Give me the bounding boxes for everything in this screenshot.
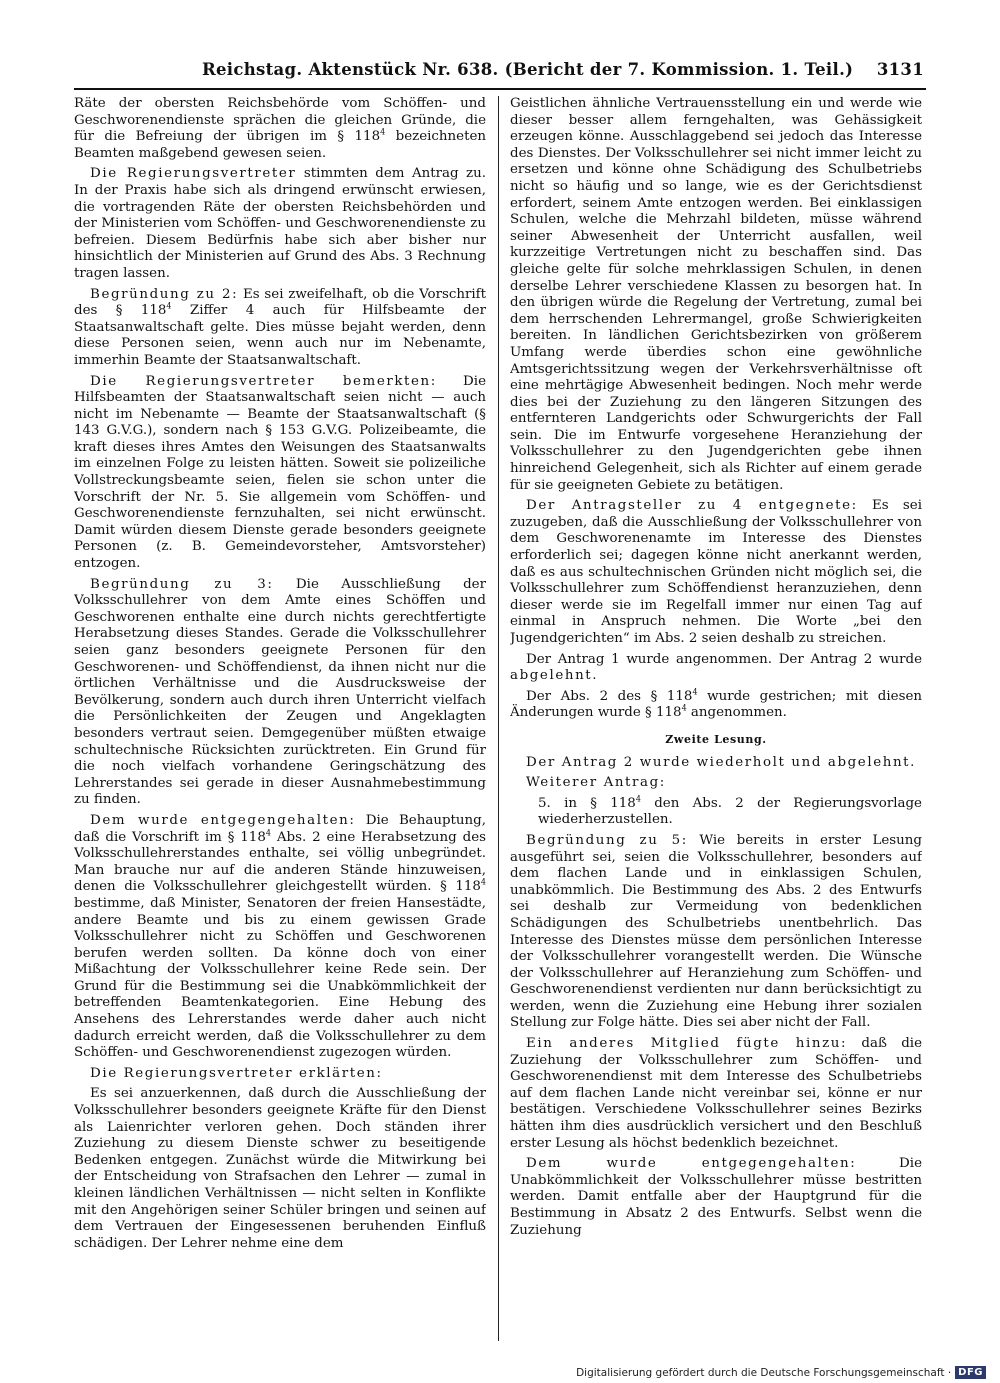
paragraph: Begründung zu 3: Die Ausschließung der Volksschullehrer von dem Amte eines Schöffen und Geschworenen enthalte eine durch nichts gerechtfertigte Herabsetzung dieses Standes. Gerade die Volksschullehrer seien ganz besonders geeignete Personen für den Geschworenen- und Schöffendienst, da ihnen nicht nur die örtlichen Verhältnisse und die Ausdrucksweise der Bevölkerung, sondern auch durch ihren Unterricht vielfach die Persönlichkeiten der Zeugen und Angeklagten besonders vertraut seien. Demgegenüber müßten etwaige schultechnische Rücksichten zurücktreten. Ein Grund für die noch vielfach vorhandene Geringschätzung des Lehrerstandes sei gerade in dieser Ausnahmebestimmung zu finden. xyxy=(74,576,486,808)
column-divider xyxy=(498,96,499,1341)
paragraph: Dem wurde entgegengehalten: Die Behauptung, daß die Vorschrift im § $118^4$ Abs. 2 eine Herabsetzung des Volksschullehrerstandes enthalte, sei völlig unbegründet. Man brauche nur auf die anderen Stände hinzuweisen, denen die Volksschullehrer gleichgestellt würden. § $118^4$ bestimme, daß Minister, Senatoren der freien Hansestädte, andere Beamte und bis zu einem gewissen Grade Volksschullehrer nicht zu Schöffen und Geschworenen berufen werden sollten. Da könne doch von einer Mißachtung der Volksschullehrer keine Rede sein. Der Grund für die Bestimmung sei die Unabkömmlichkeit der betreffenden Beamtenkategorien. Eine Hebung des Ansehens des Lehrerstandes werde daher auch nicht dadurch erreicht werden, daß die Volksschullehrer zu dem Schöffen- und Geschworenendienst zugezogen würden. xyxy=(74,812,486,1061)
digitization-footer xyxy=(576,1366,986,1379)
paragraph: Es sei anzuerkennen, daß durch die Ausschließung der Volksschullehrer besonders geeignete Kräfte für den Dienst als Laienrichter verloren gehen. Doch ständen ihrer Zuziehung zu diesem Dienste schwer zu beseitigende Bedenken entgegen. Zunächst würde die Mitwirkung bei der Entscheidung von Strafsachen den Lehrer — zumal in kleinen ländlichen Verhältnissen — nicht selten in Konflikte mit den Angehörigen seiner Schüler bringen und seinen auf dem Vertrauen der Eingesessenen beruhenden Einfluß schädigen. Der Lehrer nehme eine dem xyxy=(74,1086,486,1251)
paragraph: Der Antrag 2 wurde wiederholt und abgelehnt. xyxy=(526,754,917,770)
left-column xyxy=(74,96,486,1346)
running-title: Reichstag. Aktenstück Nr. 638. (Bericht der 7. Kommission. 1. Teil.) xyxy=(202,60,854,79)
right-column xyxy=(510,96,922,1346)
paragraph: Räte der obersten Reichsbehörde vom Schöffen- und Geschworenendienste sprächen die gleichen Gründe, die für die Befreiung der übrigen im § $118^4$ bezeichneten Beamten maßgebend gewesen seien. xyxy=(74,96,486,161)
paragraph: Der Antragsteller zu 4 entgegnete: Es sei zuzugeben, daß die Ausschließung der Volksschullehrer von dem Geschworenenamte im Interesse des Dienstes erforderlich sei; dagegen könne nicht anerkannt werden, daß es aus schultechnischen Gründen nicht möglich sei, die Volksschullehrer zum Schöffendienst heranzuziehen, denn dieser werde sie im Regelfall immer nur einen Tag auf einmal in Anspruch nehmen. Die Worte „bei den Jugendgerichten“ im Abs. 2 seien deshalb zu streichen. xyxy=(510,498,922,646)
page-number: 3131 xyxy=(876,60,924,79)
paragraph: Die Regierungsvertreter erklärten: xyxy=(90,1065,383,1081)
paragraph: Geistlichen ähnliche Vertrauensstellung ein und werde wie dieser besser allem ferngehalten, was Gehässigkeit erzeugen könne. Ausschlaggebend sei jedoch das Interesse des Dienstes. Der Volksschullehrer sei nicht immer leicht zu ersetzen und könne ohne Schädigung des Schulbetriebs nicht so häufig und so lange, wie es der Gerichtsdienst erfordert, seinem Amte entzogen werden. Bei einklassigen Schulen, welche die Mehrzahl bildeten, müsse während seiner Abwesenheit der Unterricht ausfallen, weil kurzzeitige Vertretungen nicht zu beschaffen sind. Das gleiche gelte für solche mehrklassigen Schulen, in denen derselbe Lehrer verschiedene Klassen zu besorgen hat. In den übrigen würde die Regelung der Vertretung, zumal bei dem herrschenden Lehrermangel, große Schwierigkeiten bereiten. In ländlichen Gerichtsbezirken von größerem Umfang werde überdies schon eine gewöhnliche Amtsgerichtssitzung wegen der Verkehrsverhältnisse oft eine mehrtägige Abwesenheit bedingen. Noch mehr werde dies bei der Zuziehung zu den längeren Sitzungen des entfernteren Landgerichts oder Schwurgerichts der Fall sein. Die im Entwurfe vorgesehene Heranziehung der Volksschullehrer zu den Jugendgerichten gebe ihnen hinreichend Gelegenheit, sich als Richter auf einem gerade für sie geeigneten Gebiete zu betätigen. xyxy=(510,96,922,493)
page-header xyxy=(74,50,926,90)
paragraph: Ein anderes Mitglied fügte hinzu: daß die Zuziehung der Volksschullehrer zum Schöffen- und Geschworenendienst mit dem Interesse des Schulbetriebs auf dem flachen Lande nicht vereinbar sei, könne er nur bestätigen. Verschiedene Volksschullehrer seines Bezirks hätten ihm dies ausdrücklich versichert und den Beschluß erster Lesung als höchst bedenklich bezeichnet. xyxy=(510,1036,922,1151)
paragraph: Die Regierungsvertreter stimmten dem Antrag zu. In der Praxis habe sich als dringend erwünscht erwiesen, die vortragenden Räte der obersten Reichsbehörden und der Ministerien vom Schöffen- und Geschworenendienste zu befreien. Diesem Bedürfnis habe sich aber bisher nur hinsichtlich der Ministerien auf Grund des Abs. 3 Rechnung tragen lassen. xyxy=(74,166,486,281)
paragraph: Der Abs. 2 des § $118^4$ wurde gestrichen; mit diesen Änderungen wurde § $118^4$ angenommen. xyxy=(510,687,922,721)
footer-text: Digitalisierung gefördert durch die Deutsche Forschungsgemeinschaft · xyxy=(576,1366,952,1379)
paragraph: Dem wurde entgegengehalten: Die Unabkömmlichkeit der Volksschullehrer müsse bestritten werden. Damit entfalle aber der Hauptgrund für die Bestimmung in Absatz 2 des Entwurfs. Selbst wenn die Zuziehung xyxy=(510,1156,922,1238)
paragraph: Begründung zu 5: Wie bereits in erster Lesung ausgeführt sei, seien die Volksschullehrer, besonders auf dem flachen Lande und in einklassigen Schulen, unabkömmlich. Die Bestimmung des Abs. 2 des Entwurfs sei deshalb zur Vermeidung von bedenklichen Schädigungen des Schulbetriebs unentbehrlich. Das Interesse des Dienstes müsse dem persönlichen Interesse der Volksschullehrer vorangestellt werden. Die Wünsche der Volksschullehrer auf Heranziehung zum Schöffen- und Geschworenendienst verdienten nur dann berücksichtigt zu werden, wenn die Zuziehung eine Hebung ihrer sozialen Stellung zur Folge hätte. Dies sei aber nicht der Fall. xyxy=(510,832,922,1031)
paragraph: Begründung zu 2: Es sei zweifelhaft, ob die Vorschrift des § $118^4$ Ziffer 4 auch für Hilfsbeamte der Staatsanwaltschaft gelte. Dies müsse bejaht werden, denn diese Personen seien, wenn auch nur im Nebenamte, immerhin Beamte der Staatsanwaltschaft. xyxy=(74,286,486,368)
document-page xyxy=(74,50,926,1350)
paragraph: Die Regierungsvertreter bemerkten: Die Hilfsbeamten der Staatsanwaltschaft seien nicht — auch nicht im Nebenamte — Beamte der Staatsanwaltschaft (§ 143 G.V.G.), sondern nach § 153 G.V.G. Polizeibeamte, die kraft dieses ihres Amtes den Weisungen des Staatsanwalts im einzelnen Folge zu leisten hätten. Soweit sie polizeiliche Vollstreckungsbeamte seien, fielen sie schon unter die Vorschrift der Nr. 5. Sie allgemein vom Schöffen- und Geschworenendienste fernzuhalten, sei nicht erwünscht. Damit würden diesem Dienste gerade besonders geeignete Personen (z. B. Gemeindevorsteher, Amtsvorsteher) entzogen. xyxy=(74,373,486,572)
paragraph: Weiterer Antrag: xyxy=(526,775,666,791)
paragraph: Der Antrag 1 wurde angenommen. Der Antrag 2 wurde abgelehnt. xyxy=(510,651,922,684)
dfg-logo: DFG xyxy=(955,1366,986,1379)
list-item: 5. in § $118^4$ den Abs. 2 der Regierungsvorlage wiederherzustellen. xyxy=(538,794,922,828)
section-heading: Zweite Lesung. xyxy=(665,732,767,746)
